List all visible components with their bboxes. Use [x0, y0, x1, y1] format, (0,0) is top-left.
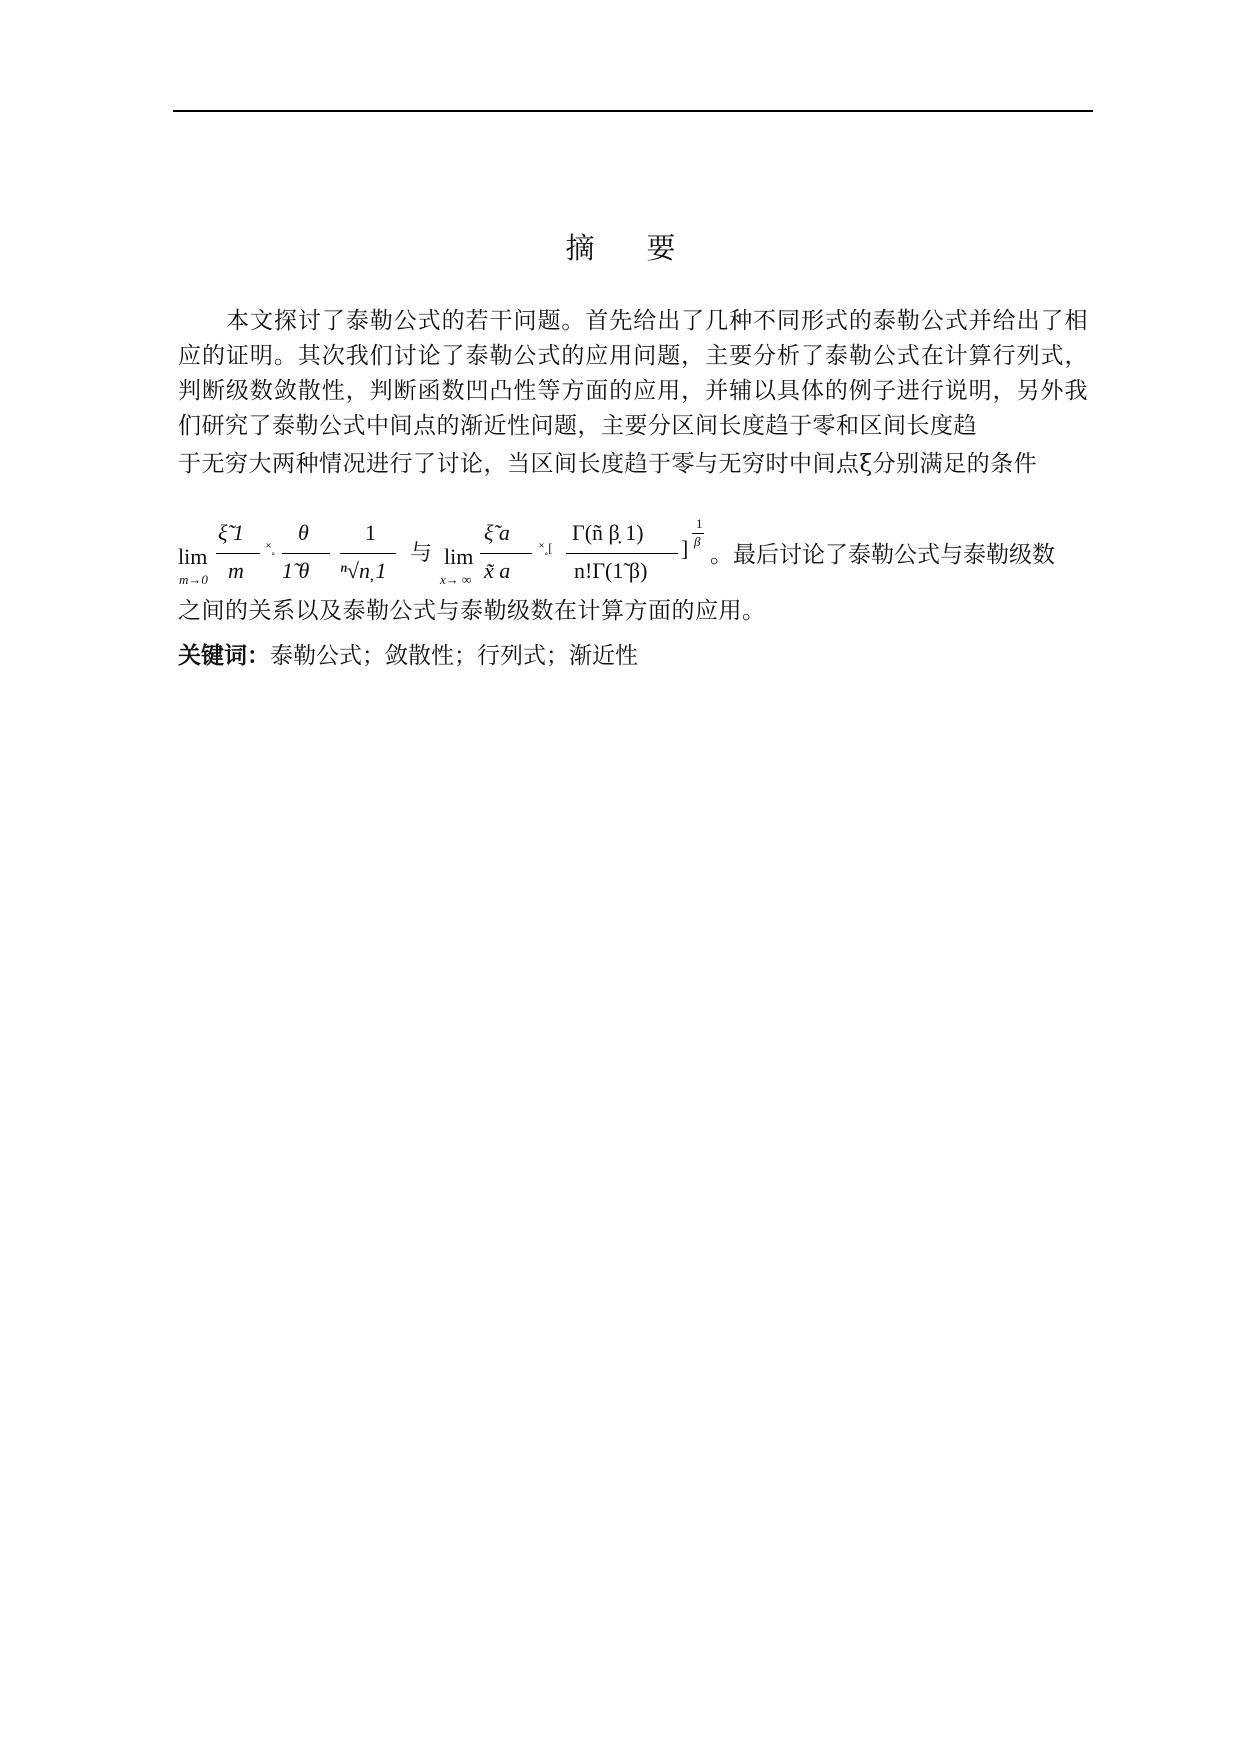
- formula-num-1: ξ̃ 1: [218, 520, 244, 545]
- formula-num-4: ξ̃ a: [484, 520, 510, 545]
- formula-close-bracket: ]: [681, 536, 689, 561]
- formula-exp-num: 1: [696, 516, 703, 531]
- formula-fracline-2: [282, 553, 330, 554]
- formula-den-5: n!Γ(1̃ β): [574, 558, 648, 583]
- abstract-title-char-2: 要: [646, 231, 676, 265]
- abstract-paragraph-1: 本文探讨了泰勒公式的若干问题。首先给出了几种不同形式的泰勒公式并给出了相应的证明。其次我们讨论了泰勒公式的应用问题，主要分析了泰勒公式在计算行列式，判断级数敛散性，判断函数凹凸性等方面的应用，并辅以具体的例子进行说明，另外我们研究了泰勒公式中间点的渐近性问题，主要分区间长度趋于零和区间长度趋: [178, 308, 1088, 439]
- formula-fracline-1: [216, 553, 260, 554]
- abstract-paragraph-2: 之间的关系以及泰勒公式与泰勒级数在计算方面的应用。: [178, 598, 766, 624]
- formula-den-3: ⁿ√n̦ 1: [340, 558, 387, 583]
- formula-conjunction: 与: [410, 541, 433, 566]
- formula-fracline-4: [480, 553, 532, 554]
- formula-fracline-3: [340, 553, 396, 554]
- formula-fracline-5: [566, 553, 678, 554]
- formula-lim-2-sub: x→ ∞: [440, 572, 472, 587]
- formula-den-1: m: [228, 558, 244, 583]
- formula-exp-den: β: [694, 534, 701, 549]
- formula-lim-2: lim: [444, 544, 474, 569]
- formula-den-4: x̃ a: [484, 558, 511, 583]
- formula-op-1: ˟˳: [266, 540, 276, 555]
- keywords-line: [178, 637, 638, 670]
- keywords-value: 泰勒公式；敛散性；行列式；渐近性: [270, 643, 638, 669]
- formula-num-2: θ: [298, 520, 309, 545]
- formula-num-3: 1: [365, 520, 376, 545]
- abstract-title-char-1: 摘: [565, 231, 595, 265]
- formula-num-5: Γ(ñ β̣ 1): [572, 520, 644, 545]
- formula-lim-1-sub: m→0: [179, 572, 208, 587]
- formula-lim-1: lim: [178, 544, 208, 569]
- formula-den-2: 1̃ θ: [282, 558, 310, 583]
- keywords-label: 关键词：: [178, 643, 270, 669]
- abstract-title: [0, 226, 1241, 267]
- asymptotic-formula: [178, 516, 1088, 590]
- abstract-paragraph-1-cont: 于无穷大两种情况进行了讨论，当区间长度趋于零与无穷时中间点ξ分别满足的条件: [178, 451, 1038, 477]
- formula-tail-text: 。最后讨论了泰勒公式与泰勒级数: [710, 542, 1055, 568]
- formula-op-2: ˟˳[: [539, 540, 553, 555]
- header-rule: [173, 110, 1093, 112]
